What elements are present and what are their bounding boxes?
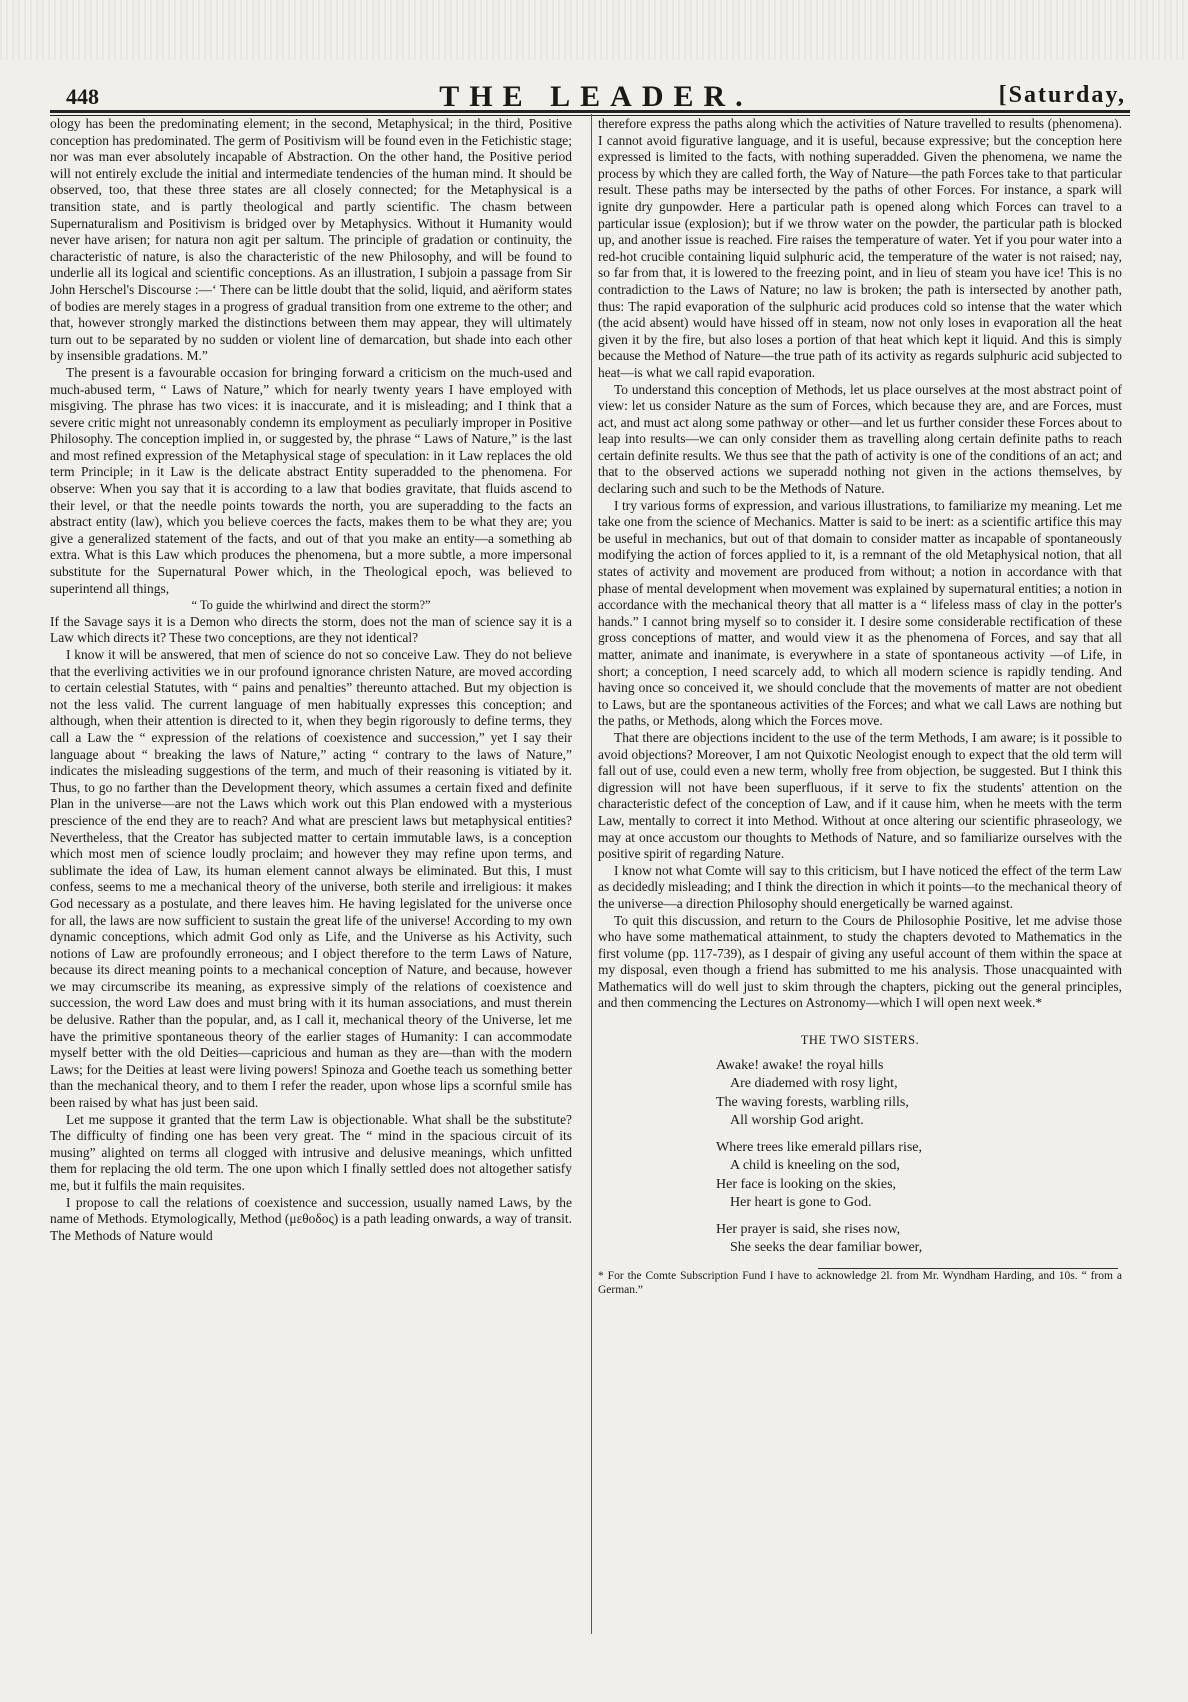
poem <box>716 1057 1122 1258</box>
newspaper-title: THE LEADER. <box>439 80 753 113</box>
right-paragraph-6: To quit this discussion, and return to the Cours de Philosophie Positive, let me advise those who have some mathematical attainment, to study the chapters devoted to Mathematics in the first volume (pp. 117-739), as I despair of giving any useful account of them within the space at my disposal, even though a friend has submitted to me his analysis. Those unacquainted with Mathematics will do well just to skim through the chapters, picking out the general principles, and then commencing the Lectures on Astronomy—which I will open next week.* <box>598 912 1122 1011</box>
right-paragraph-4: That there are objections incident to the use of the term Methods, I am aware; is it possible to avoid objections? Moreover, I am not Quixotic Neologist enough to expect that the old term will fall out of use, could even a new term, wholly free from objection, be suggested. But I think this digression will not have been superfluous, if it serve to fix the students' attention on the characteristic defect of the conception of Law, and if it cause him, when he meets with the term Law, mentally to correct it into Method. Without at once altering our scientific phraseology, we may at once accustom our thoughts to Methods of Nature, and so familiarize ourselves with the positive spirit of regarding Nature. <box>598 729 1122 862</box>
left-paragraph-2: The present is a favourable occasion for bringing forward a criticism on the much-used and much-abused term, “ Laws of Nature,” which for nearly twenty years I have employed with misgiving. The phrase has two vices: it is inaccurate, and it is misleading; and I think that a severe critic might not unreasonably condemn its employment as peculiarly improper in Positive Philosophy. The conception implied in, or suggested by, the phrase “ Laws of Nature,” is the last and most refined expression of the Metaphysical stage of speculation: in it Law replaces the old term Principle; in it Law is the delicate abstract Entity superadded to the phenomena. For observe: When you say that it is according to a law that bodies gravitate, that fluids ascend to their level, or that the needle points towards the north, you are superadding to the facts an abstract entity (law), which you believe coerces the facts, makes them to be what they are; you give a generalized statement of the facts, and out of that you make an entity—a something ab extra. What is this Law which produces the phenomena, but a more subtle, a more impersonal substitute for the Supernatural Power which, in the Theological epoch, was believed to superintend all things, <box>50 364 572 596</box>
left-paragraph-1: ology has been the predominating element; in the second, Metaphysical; in the third, Positive conception has predominated. The germ of Positivism will be found even in the Fetichistic stage; nor was man ever absolutely incapable of Abstraction. On the other hand, the Positive period will not entirely exclude the initial and intermediate tendencies of the human mind. It should be observed, too, that these three states are all closely connected; for the Metaphysical is a transition state, and is partly theological and partly scientific. The chasm between Supernaturalism and Positivism is bridged over by Metaphysics. Without it Humanity would never have arisen; for natura non agit per saltum. The principle of gradation or continuity, the characteristic of nature, is also the characteristic of the new Philosophy, and will be found to underlie all its logical and scientific conceptions. As an illustration, I subjoin a passage from Sir John Herschel's Discourse :—‘ There can be little doubt that the solid, liquid, and aëriform states of bodies are merely stages in a progress of gradual transition from one extreme to the other; and that, however strongly marked the distinctions between them may appear, they will ultimately turn out to be separated by no sudden or violent line of demarcation, but shade into each other by insensible gradations. M.” <box>50 116 572 364</box>
right-column <box>598 116 1122 1696</box>
poem-line: A child is kneeling on the sod, <box>730 1158 900 1174</box>
pope-quotation: “ To guide the whirlwind and direct the storm?” <box>191 598 431 613</box>
poem-line: Where trees like emerald pillars rise, <box>716 1139 923 1155</box>
poem-line: She seeks the dear familiar bower, <box>730 1240 923 1256</box>
right-paragraph-5: I know not what Comte will say to this criticism, but I have noticed the effect of the term Law as decidedly misleading; and I think the direction in which it points—to the mechanical theory of the universe—a direction Philosophy should energetically be warned against. <box>598 862 1122 911</box>
right-paragraph-2: To understand this conception of Methods, let us place ourselves at the most abstract point of view: let us consider Nature as the sum of Forces, which because they are, and are Forces, must act, and must act along some pathway or other—and let us further consider these Forces about to leap into results—we can only consider them as travelling along certain definite paths to reach certain definite results. We thus see that the path of activity is one of the conditions of an act; and that to the observed actions we superadd nothing not given in the actions themselves, by declaring such and such to be the Methods of Nature. <box>598 381 1122 497</box>
stanza-gap <box>716 1131 1122 1139</box>
left-paragraph-3: If the Savage says it is a Demon who directs the storm, does not the man of science say it is a Law which directs it? These two conceptions, are they not identical? <box>50 613 572 646</box>
issue-day: [Saturday, <box>998 82 1126 108</box>
right-paragraph-1: therefore express the paths along which the activities of Nature travelled to results (phenomena). I cannot avoid figurative language, and it is useful, because expressive; but the conception here expressed is limited to the facts, with nothing superadded. Given the phenomena, we name the process by which they are called forth, the Way of Nature—the path Forces take to that particular result. These paths may be intersected by the paths of other Forces. For instance, a spark will ignite dry gunpowder. Here a particular path is opened along which Forces can travel to a particular issue (explosion); but if we throw water on the powder, the particular path is blocked up, and another issue is reached. Fire raises the temperature of water. Yet if you pour water into a red-hot crucible containing liquid sulphuric acid, the temperature of the water is not raised; nay, so far from that, it is lowered to the freezing point, and in lieu of steam you have ice! This is no contradiction to the Laws of Nature; no law is broken; the path is intersected by another path, thus: The rapid evaporation of the sulphuric acid produces cold so intense that the water which (the acid absent) would have hissed off in steam, now not only loses in evaporation all the heat given it by the fire, but also loses a portion of that heat which kept it liquid. And this is simply because the Method of Nature—the true path of its activity as regards sulphuric acid subjected to heat—is what we call rapid evaporation. <box>598 116 1122 380</box>
poem-title: THE TWO SISTERS. <box>800 1033 920 1048</box>
poem-line: All worship God aright. <box>730 1113 864 1129</box>
stanza-gap <box>716 1213 1122 1221</box>
left-paragraph-4: I know it will be answered, that men of science do not so conceive Law. They do not believe that the everliving activities we in our profound ignorance christen Nature, are moved according to certain celestial Statutes, with “ pains and penalties” thereunto attached. But my objection is not the less valid. The current language of men habitually expresses this conception; and although, when their attention is directed to it, when they begin rigorously to define terms, they call a Law the “ expression of the relations of coexistence and succession,” yet I say their language about “ breaking the laws of Nature,” acting “ contrary to the laws of Nature,” indicates the misleading suggestions of the term, and much of their reasoning is vitiated by it. Thus, to go no farther than the Development theory, which assumes a certain fixed and definite Plan in the universe—are not the Laws which work out this Plan endowed with a mysterious prescience of the end they are to reach? And what are prescient laws but metaphysical entities? Nevertheless, that the Creator has subjected matter to certain immutable laws, is a conception which most men of science loudly proclaim; and however they may refine upon terms, and sublimate the idea of Law, its human element cannot always be eliminated. But this, I must confess, seems to me a mechanical theory of the universe, both sterile and irreligious: it makes God necessary as a postulate, and there leaves him. He having legislated for the universe once for all, the laws are now sufficient to sustain the great life of the universe! According to my own dynamic conceptions, which admit God only as Life, and the Universe as his Activity, such notions of Law are profoundly erroneous; and I object therefore to the term Laws of Nature, because its direct meaning points to a mechanical conception of Nature, and because, however we may circumscribe its meaning, as expressive simply of the relations of coexistence and succession, the word Law does and must bring with it its human associations, and must therein be delusive. Rather than the popular, and, as I call it, mechanical theory of the Universe, let me have the primitive spontaneous theory of the earlier stages of Humanity: I can accommodate myself better with the old Deities—capricious and human as they are—than with the modern Laws; for the Deities at least were living powers! Spinoza and Goethe teach us something better than the mechanical theory, and to them I refer the reader, upon whose lips a scornful smile has been raised by what has just been said. <box>50 647 572 1111</box>
poem-line: Her heart is gone to God. <box>730 1195 872 1211</box>
right-paragraph-3: I try various forms of expression, and various illustrations, to familiarize my meaning. Let me take one from the science of Mechanics. Matter is said to be inert: as a scientific artifice this may be useful in mechanics, but out of that domain to consider matter as incapable of spontaneously modifying the action of forces applied to it, is a remnant of the old Metaphysical notion, that all states of activity and movement are produced from without; a notion in accordance with that phase of mental development when movement was explained by supernatural entities; a notion in accordance with the mechanical theory that all matter is a “ lifeless mass of clay in the potter's hands.” I cannot bring myself so to consider it. I desire some considerable rectification of these gross conceptions of matter, and would view it as the phenomena of Forces, and say that all matter, animate and inanimate, is everywhere in a state of spontaneous activity —of Life, in short; a conception, I need scarcely add, to which all modern science is rapidly tending. And having once so conceived it, we should conclude that the movements of matter are not obedient to Laws, but are the spontaneous activities of the Forces; and what we call Laws are nothing but the paths, or Methods, along which the Forces move. <box>598 497 1122 729</box>
poem-line: Her prayer is said, she rises now, <box>716 1221 901 1237</box>
left-column <box>50 116 572 1696</box>
scan-edge <box>0 0 1188 60</box>
poem-line: Are diademed with rosy light, <box>730 1076 898 1092</box>
column-divider <box>591 114 592 1634</box>
left-paragraph-5: Let me suppose it granted that the term Law is objectionable. What shall be the substitute? The difficulty of finding one has been very great. The “ mind in the spacious circuit of its musing” alighted on terms all clogged with intrusive and delusive meanings, which unfitted them for replacing the old term. The one upon which I finally settled does not altogether satisfy me, but it fulfils the main requisites. <box>50 1111 572 1193</box>
page-number: 448 <box>66 84 99 109</box>
poem-line: Her face is looking on the skies, <box>716 1176 897 1192</box>
poem-line: Awake! awake! the royal hills <box>716 1057 884 1073</box>
poem-line: The waving forests, warbling rills, <box>716 1094 909 1110</box>
left-paragraph-6: I propose to call the relations of coexistence and succession, usually named Laws, by the name of Methods. Etymologically, Method (μεθοδος) is a path leading onwards, a way of transit. The Methods of Nature would <box>50 1194 572 1243</box>
footnote: * For the Comte Subscription Fund I have to acknowledge 2l. from Mr. Wyndham Harding, and 10s. “ from a German.” <box>598 1269 1122 1296</box>
